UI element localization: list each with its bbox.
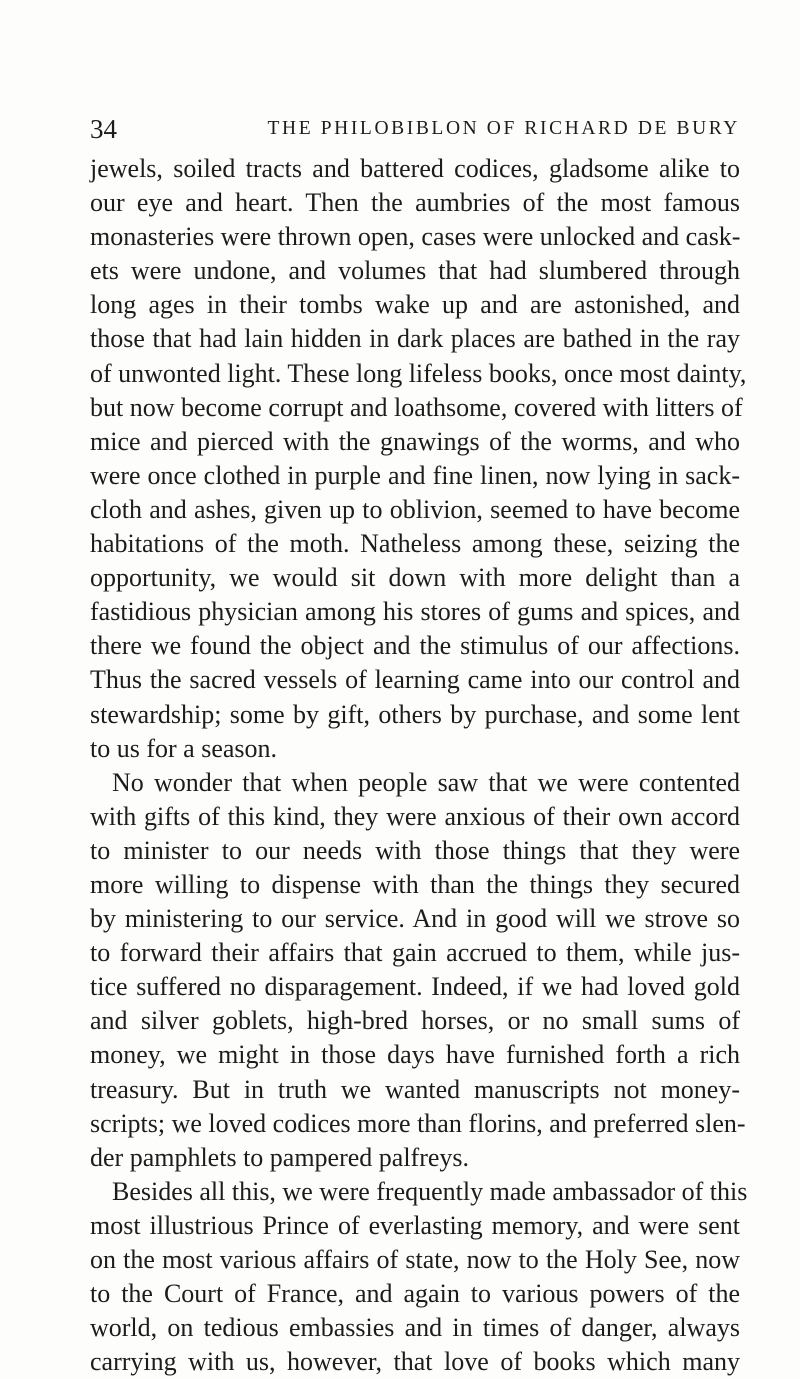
text-line: money, we might in those days have furnished forth a rich (90, 1040, 740, 1070)
paragraph-start-line: No wonder that when people saw that we were contented (112, 767, 740, 797)
text-line: more willing to dispense with than the things they secured (90, 869, 740, 899)
body-text (90, 152, 748, 1379)
text-line: carrying with us, however, that love of books which many (90, 1347, 740, 1377)
text-line: monasteries were thrown open, cases were unlocked and cask- (90, 222, 741, 252)
page-number: 34 (90, 114, 117, 144)
text-line: fastidious physician among his stores of gums and spices, and (90, 597, 740, 627)
text-line: those that had lain hidden in dark places are bathed in the ray (90, 324, 740, 354)
text-line: habitations of the moth. Natheless among these, seizing the (90, 529, 740, 559)
text-line: of unwonted light. These long lifeless books, once most dainty, (90, 358, 747, 388)
text-line: stewardship; some by gift, others by purchase, and some lent (90, 699, 740, 729)
text-line: ets were undone, and volumes that had slumbered through (90, 256, 740, 286)
text-line: to the Court of France, and again to various powers of the (90, 1279, 740, 1309)
text-line: but now become corrupt and loathsome, covered with litters of (90, 392, 743, 422)
paragraph-end-line: to us for a season. (90, 733, 278, 763)
text-line: opportunity, we would sit down with more delight than a (90, 563, 740, 593)
text-line: Thus the sacred vessels of learning came into our control and (90, 665, 740, 695)
text-line: cloth and ashes, given up to oblivion, seemed to have become (90, 494, 740, 524)
text-line: world, on tedious embassies and in times of danger, always (90, 1313, 740, 1343)
paragraph-start-line: Besides all this, we were frequently made ambassador of this (112, 1176, 748, 1206)
text-line: long ages in their tombs wake up and are astonished, and (90, 290, 740, 320)
running-title: THE PHILOBIBLON OF RICHARD DE BURY (267, 118, 740, 139)
text-line: with gifts of this kind, they were anxious of their own accord (90, 801, 740, 831)
text-line: tice suffered no disparagement. Indeed, if we had loved gold (90, 972, 740, 1002)
text-line: to minister to our needs with those things that they were (90, 835, 740, 865)
text-line: on the most various affairs of state, now to the Holy See, now (90, 1245, 740, 1274)
paragraph-end-line: der pamphlets to pampered palfreys. (90, 1142, 470, 1172)
text-line: most illustrious Prince of everlasting memory, and were sent (90, 1210, 740, 1240)
text-line: treasury. But in truth we wanted manuscripts not money- (90, 1074, 740, 1104)
text-line: by ministering to our service. And in good will we strove so (90, 904, 740, 934)
text-line: scripts; we loved codices more than florins, and preferred slen- (90, 1108, 746, 1138)
text-line: and silver goblets, high-bred horses, or no small sums of (90, 1006, 740, 1036)
text-line: there we found the object and the stimulus of our affections. (90, 631, 740, 661)
book-page (90, 108, 748, 1379)
text-line: to forward their affairs that gain accrued to them, while jus- (90, 938, 740, 968)
running-head (90, 108, 740, 152)
text-line: mice and pierced with the gnawings of the worms, and who (90, 426, 740, 456)
text-line: our eye and heart. Then the aumbries of the most famous (90, 188, 740, 218)
text-line: jewels, soiled tracts and battered codices, gladsome alike to (90, 154, 740, 183)
text-line: were once clothed in purple and fine linen, now lying in sack- (90, 460, 740, 490)
